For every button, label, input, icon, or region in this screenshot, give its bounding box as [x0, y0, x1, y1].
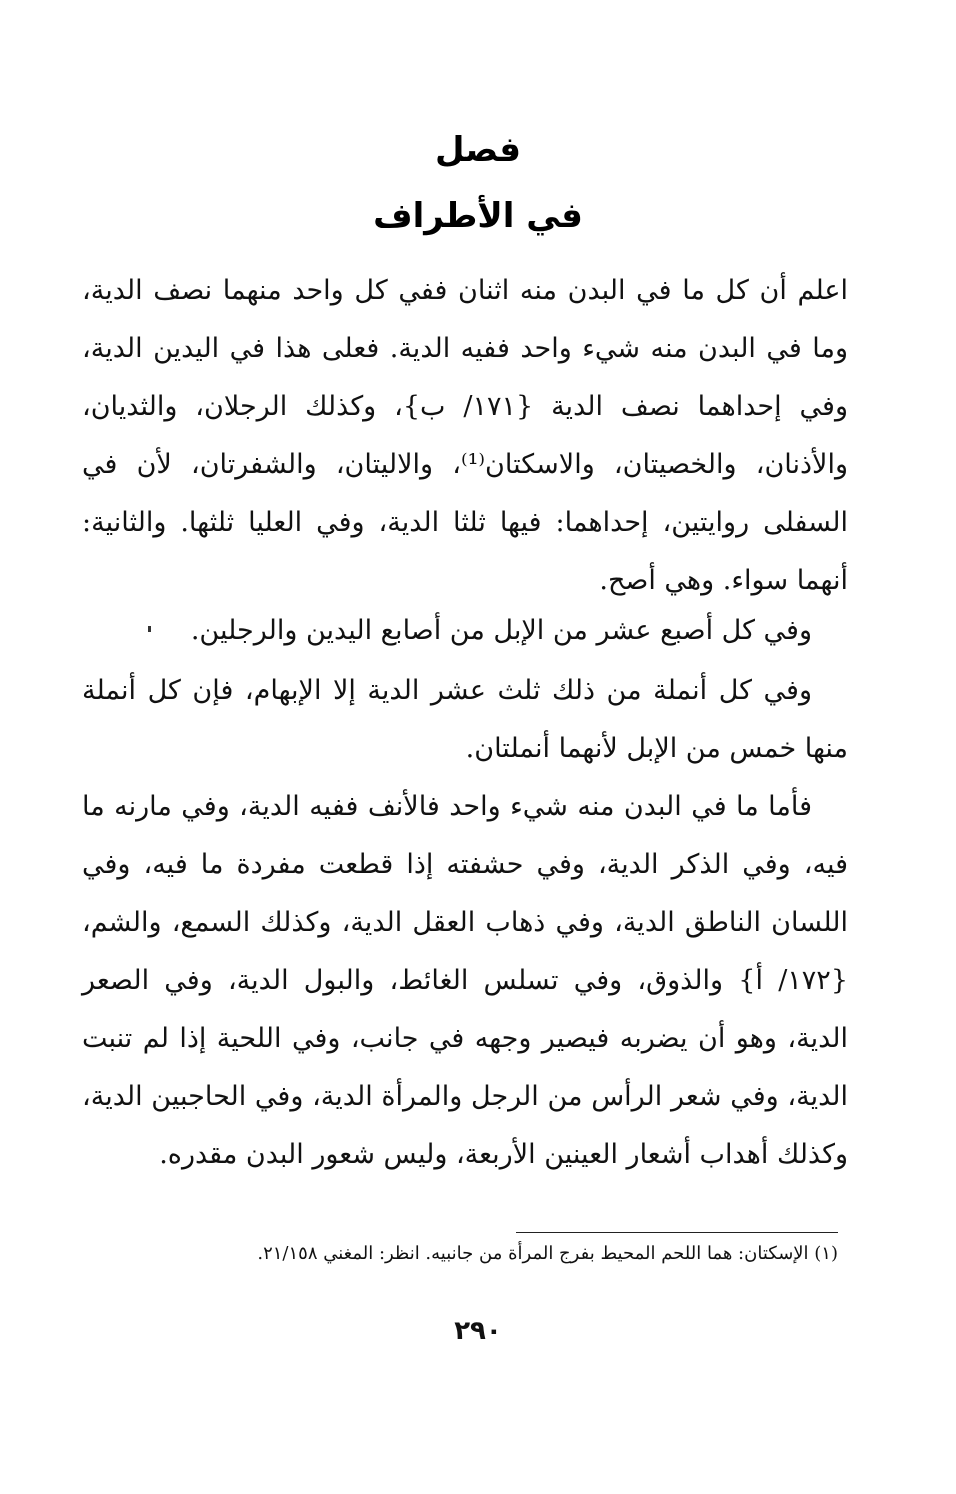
paragraph-text: وفي كل أنملة من ذلك ثلث عشر الدية إلا الإبهام، فإن كل أنملة منها خمس من الإبل لأنهما أنملتان.	[82, 675, 848, 764]
paragraph-text: فأما ما في البدن منه شيء واحد فالأنف ففيه الدية، وفي مارنه ما فيه، وفي الذكر الدية، وفي حشفته إذا قطعت مفردة ما فيه، وفي اللسان الناطق الدية، وفي ذهاب العقل الدية، وكذلك السمع، والشم، {١٧٢/ أ} والذوق، وفي تسلس الغائط، والبول الدية، وفي الصعر الدية، وهو أن يضربه فيصير وجهه في جانب، وفي اللحية إذا لم تنبت الدية، وفي شعر الرأس من الرجل والمرأة الدية، وفي الحاجبين الدية، وكذلك أهداب أشعار العينين الأربعة، وليس شعور البدن مقدره.	[82, 791, 848, 1170]
body-paragraph-2	[82, 602, 848, 660]
chapter-heading: فصل	[434, 130, 522, 170]
paragraph-text: وفي كل أصبع عشر من الإبل من أصابع اليدين والرجلين.	[190, 615, 812, 646]
paragraph-text: اعلم أن كل ما في البدن منه اثنان ففي كل واحد منهما نصف الدية، وما في البدن منه شيء واحد ففيه الدية. فعلى هذا في اليدين الدية، وفي إحداهما نصف الدية {١٧١/ ب}، وكذلك الرجلان، والثديان، والأذنان، والخصيتان، والاسكتان⁽¹⁾، والاليتان، والشفرتان، لأن في السفلى روايتين، إحداهما: فيها ثلثا الدية، وفي العليا ثلثها. والثانية: أنهما سواء. وهي أصح.	[82, 275, 848, 596]
footnote: (١) الإسكتان: هما اللحم المحيط بفرج المرأة من جانبيه. انظر: المغني ٢١/١٥٨.	[257, 1243, 838, 1264]
print-speck	[148, 626, 151, 632]
chapter-subheading: في الأطراف	[373, 196, 583, 236]
footnote-divider	[516, 1232, 838, 1233]
page-number: ٢٩٠	[454, 1316, 502, 1346]
body-paragraph-4	[82, 778, 848, 1184]
body-paragraph-1	[82, 262, 848, 610]
body-paragraph-3	[82, 662, 848, 778]
